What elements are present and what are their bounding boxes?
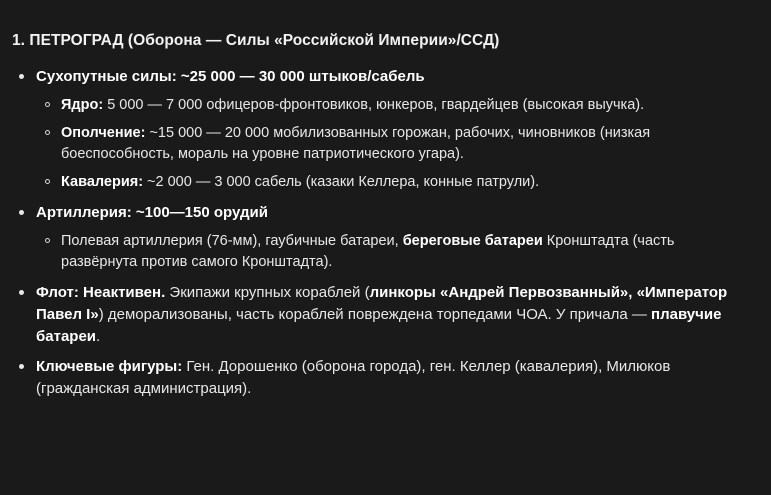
list-item xyxy=(36,231,757,273)
sub-item-text-cont: Кронштадта (часть развёрнута против самого Кронштадта). xyxy=(61,233,675,271)
sub-item-emphasis: береговые батареи xyxy=(402,233,543,250)
list-item-text-cont: ) деморализованы, часть кораблей повреждена торпедами ЧОА. У причала — xyxy=(98,305,652,323)
sub-item-lead: Ополчение: xyxy=(61,125,146,142)
list-item-text: Ген. Дорошенко (оборона города), ген. Келлер (кавалерия), Милюков (гражданская администрация). xyxy=(36,358,671,398)
sub-item-text: ~2 000 — 3 000 сабель (казаки Келлера, конные патрули). xyxy=(143,174,540,191)
list-item xyxy=(10,66,757,193)
sub-item-lead: Кавалерия: xyxy=(61,174,144,191)
list-item-text: Экипажи крупных кораблей ( xyxy=(165,284,370,302)
list-item-emphasis-tail: плавучие батареи xyxy=(36,305,722,345)
list-item xyxy=(10,282,757,347)
sub-item-text: 5 000 — 7 000 офицеров-фронтовиков, юнкеров, гвардейцев (высокая выучка). xyxy=(103,97,645,114)
list-item xyxy=(10,356,757,400)
list-item-lead: Флот: Неактивен. xyxy=(36,284,166,302)
list-item xyxy=(36,95,757,116)
list-item xyxy=(36,123,757,165)
list-item-emphasis: линкоры «Андрей Первозванный», «Император Павел I» xyxy=(36,284,728,323)
sub-item-text: Полевая артиллерия (76-мм), гаубичные батареи, xyxy=(61,233,403,250)
list-item xyxy=(36,172,757,193)
sub-item-text: ~15 000 — 20 000 мобилизованных горожан, рабочих, чиновников (низкая боеспособность, мораль на уровне патриотического угара). xyxy=(61,125,651,163)
list-item-lead: Артиллерия: xyxy=(36,204,132,222)
sub-item-lead: Ядро: xyxy=(61,97,104,114)
sub-outline-list xyxy=(36,95,757,193)
list-item-text: ~25 000 — 30 000 штыков/сабель xyxy=(176,68,425,86)
sub-outline-list xyxy=(36,231,757,273)
list-item-lead: Ключевые фигуры: xyxy=(36,358,183,376)
page-title: 1. ПЕТРОГРАД (Оборона — Силы «Российской Империи»/ССД) xyxy=(12,32,500,49)
list-item-text-end: . xyxy=(96,327,101,345)
list-item xyxy=(10,202,757,273)
list-item-lead: Сухопутные силы: xyxy=(36,68,177,86)
list-item-text: ~100—150 орудий xyxy=(131,204,268,222)
outline-list xyxy=(10,66,757,399)
